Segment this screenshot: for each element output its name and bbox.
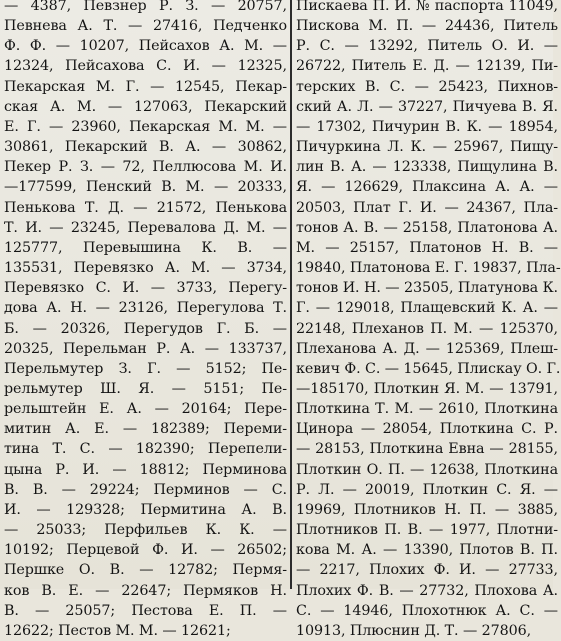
text-line: 12622; Пестов М. М. — 12621; [4, 622, 231, 639]
text-line: 19840, Платонова Е. Г. 19837, Пла- [296, 260, 561, 277]
text-line: Г. — 129018, Плащевский К. А. — [296, 300, 558, 317]
text-line: Цинора — 28054, Плоткина С. Р. [296, 421, 558, 438]
text-line: — 17302, Пичурин В. К. — 18954, [296, 118, 558, 135]
text-line: Я. — 126629, Плаксина А. А. — [296, 179, 558, 196]
text-line: — 25033; Перфильев К. К. — [4, 522, 287, 539]
text-line: В. В. — 29224; Перминов — С. [4, 481, 287, 498]
text-line: Перельмутер З. Г. — 5152; Пе- [4, 360, 287, 377]
text-line: 125777, Перевышина К. В. — [4, 239, 287, 256]
text-line: Т. И. — 23245, Перевалова Д. М. — [4, 219, 287, 236]
text-line: лин В. А. — 123338, Пищулина В. [296, 159, 558, 176]
text-line: Першке О. В. — 12782; Пермя- [4, 562, 287, 579]
text-line: кова М. А. — 13390, Плотов В. П. [296, 542, 558, 559]
text-line: рельштейн Е. А. — 20164; Пере- [4, 401, 287, 418]
text-line: цына Р. И. — 18812; Перминова [4, 461, 287, 478]
left-column [4, 0, 287, 641]
text-line: Пичуркина Л. К. — 25967, Пищу- [296, 139, 558, 156]
text-line: тонов И. Н. — 23505, Платунова К. [296, 280, 558, 297]
text-line: 10913, Плюснин Д. Т. — 27806, [296, 622, 532, 639]
text-line: 30861, Пекарский В. А. — 30862, [4, 139, 287, 156]
text-line: Р. Л. — 20019, Плоткин С. Я. — [296, 481, 558, 498]
text-line: рельмутер Ш. Я. — 5151; Пе- [4, 380, 287, 397]
text-line: митин А. Е. — 182389; Переми- [4, 421, 287, 438]
text-line: Перевязко С. И. — 3733, Перегу- [4, 280, 287, 297]
text-line: тонов А. В. — 25158, Платонова А. [296, 219, 558, 236]
text-line: Б. — 20326, Перегудов Г. Б. — [4, 320, 287, 337]
text-line: — 28153, Плоткина Евна — 28155, [296, 441, 558, 458]
text-line: Ф. Ф. — 10207, Пейсахов А. М. — [4, 38, 287, 55]
text-line: кевич Ф. С. — 15645, Плискау О. Г. [296, 360, 561, 377]
text-line: Плотников П. В. — 1977, Плотни- [296, 522, 558, 539]
text-line: Плоткин О. П. — 12638, Плоткина [296, 461, 558, 478]
text-line: 19969, Плотников Н. П. — 3885, [296, 501, 558, 518]
text-line: 135531, Перевязко А. М. — 3734, [4, 260, 287, 277]
text-line: 12324, Пейсахова С. И. — 12325, [4, 58, 287, 75]
column-divider [290, 0, 292, 589]
text-line: терских В. С. — 25423, Пихнов- [296, 78, 558, 95]
text-line: И. — 129328; Пермитина А. В. [4, 501, 287, 518]
text-line: —177599, Пенский В. М. — 20333, [4, 179, 287, 196]
text-line: дова А. Н. — 23126, Перегулова Т. [4, 300, 287, 317]
text-line: Певнева А. Т. — 27416, Педченко [4, 18, 287, 35]
text-line: 20503, Плат Г. И. — 24367, Пла- [296, 199, 558, 216]
text-line: Плохих Ф. В. — 27732, Плохова А. [296, 582, 558, 599]
text-line: В. — 25057; Пестова Е. П. — [4, 602, 287, 619]
right-column [296, 0, 561, 641]
text-line: Пискаева П. И. № паспорта 11049, [296, 0, 558, 14]
text-line: тина Т. С. — 182390; Перепели- [4, 441, 287, 458]
text-line: ский А. Л. — 37227, Пичуева В. Я. [296, 98, 558, 115]
text-line: 22148, Плеханов П. М. — 125370, [296, 320, 558, 337]
text-line: Плеханова А. Д. — 125369, Плеш- [296, 340, 558, 357]
text-line: Пискова М. П. — 24436, Питель [296, 18, 558, 35]
text-line: 26722, Питель Е. Д. — 12139, Пи- [296, 58, 558, 75]
text-line: М. — 25157, Платонов Н. В. — [296, 239, 558, 256]
text-line: Р. С. — 13292, Питель О. И. — [296, 38, 558, 55]
text-line: ская А. М. — 127063, Пекарский [4, 98, 287, 115]
text-line: Плоткина Т. М. — 2610, Плоткина [296, 401, 558, 418]
text-line: Пенькова Т. Д. — 21572, Пенькова [4, 199, 287, 216]
text-line: Пекер Р. З. — 72, Пеллюсова М. И. [4, 159, 287, 176]
text-line: — 2217, Плохих Ф. И. — 27733, [296, 562, 558, 579]
text-line: 20325, Перельман Р. А. — 133737, [4, 340, 287, 357]
text-line: ков В. Е. — 22647; Пермяков Н. [4, 582, 287, 599]
text-line: 10192; Перцевой Ф. И. — 26502; [4, 542, 287, 559]
text-line: Е. Г. — 23960, Пекарская М. М. — [4, 118, 287, 135]
text-line: — 4387, Певзнер Р. З. — 20757, [4, 0, 287, 14]
text-line: Пекарская М. Г. — 12545, Пекар- [4, 78, 287, 95]
text-line: —185170, Плоткин Я. М. — 13791, [296, 380, 558, 397]
text-line: С. — 14946, Плохотнюк А. С. — [296, 602, 558, 619]
